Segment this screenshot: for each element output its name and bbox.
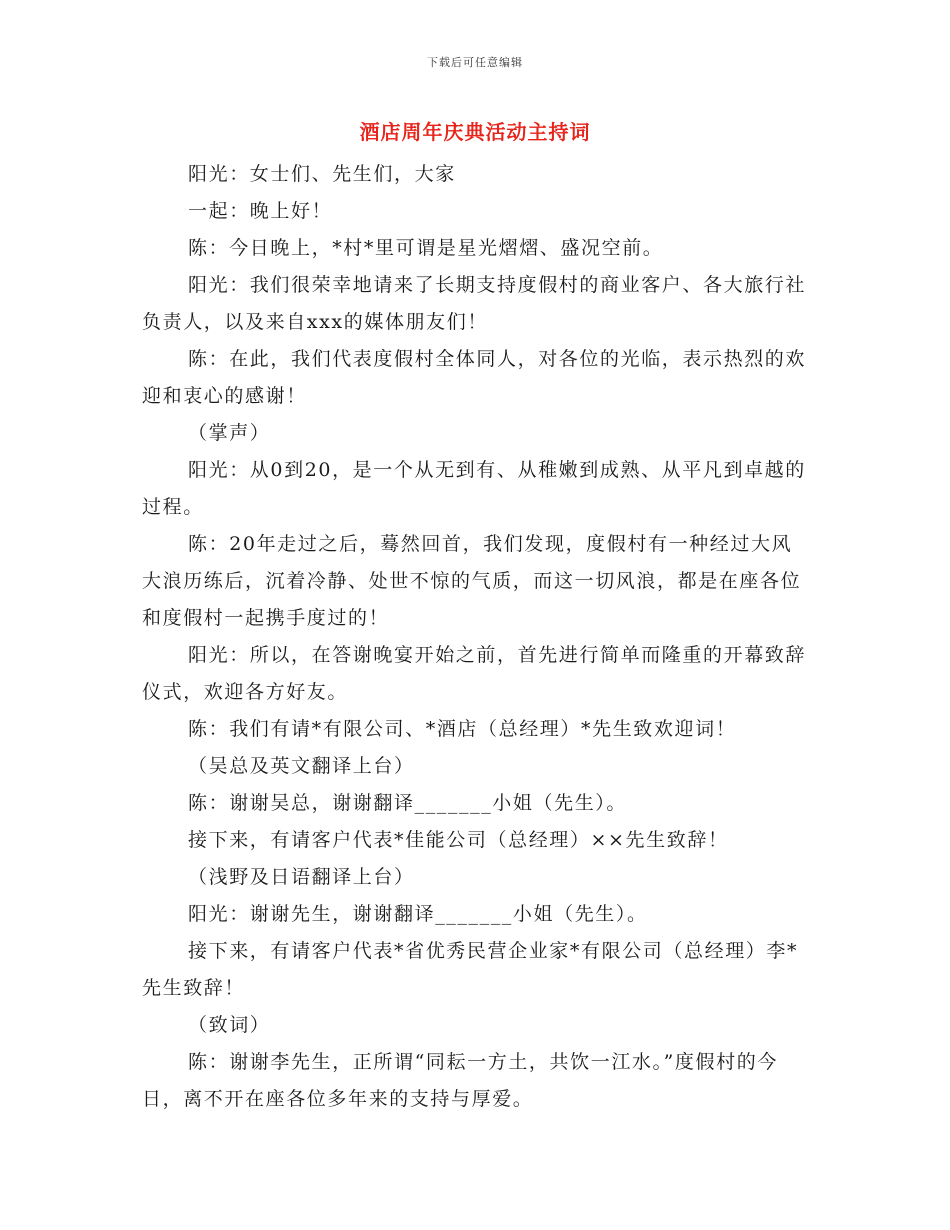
paragraph: （吴总及英文翻译上台） [188,755,415,777]
document-body [142,156,807,1118]
paragraph: 阳光：从0到20，是一个从无到有、从稚嫩到成熟、从平凡到卓越的过程。 [142,459,806,518]
paragraph: 陈：20年走过之后，蓦然回首，我们发现，度假村有一种经过大风大浪历练后，沉着冷静、处世不惊的气质，而这一切风浪，都是在座各位和度假村一起携手度过的！ [142,533,802,629]
paragraph: 一起：晚上好！ [188,200,333,222]
paragraph: 阳光：女士们、先生们，大家 [188,163,456,185]
paragraph: 接下来，有请客户代表*佳能公司（总经理）××先生致辞！ [188,829,729,851]
paragraph: 阳光：所以，在答谢晚宴开始之前，首先进行简单而隆重的开幕致辞仪式，欢迎各方好友。 [142,644,807,703]
paragraph: （掌声） [188,422,271,444]
paragraph: 陈：谢谢李先生，正所谓“同耘一方土，共饮一江水。”度假村的今日，离不开在座各位多年来的支持与厚爱。 [142,1051,778,1110]
paragraph: （致词） [188,1014,271,1036]
paragraph: （浅野及日语翻译上台） [188,866,415,888]
paragraph: 阳光：我们很荣幸地请来了长期支持度假村的商业客户、各大旅行社负责人，以及来自xxx的媒体朋友们！ [142,274,807,333]
paragraph: 陈：谢谢吴总，谢谢翻译_______小姐（先生）。 [188,792,628,814]
paragraph: 陈：在此，我们代表度假村全体同人，对各位的光临，表示热烈的欢迎和衷心的感谢！ [142,348,807,407]
paragraph: 阳光：谢谢先生，谢谢翻译_______小姐（先生）。 [188,903,648,925]
header-note: 下载后可任意编辑 [427,56,523,69]
paragraph: 陈：今日晚上，*村*里可谓是星光熠熠、盛况空前。 [188,237,664,259]
paragraph: 陈：我们有请*有限公司、*酒店（总经理）*先生致欢迎词！ [188,718,737,740]
document-title: 酒店周年庆典活动主持词 [359,120,591,144]
paragraph: 接下来，有请客户代表*省优秀民营企业家*有限公司（总经理）李*先生致辞！ [142,940,799,999]
